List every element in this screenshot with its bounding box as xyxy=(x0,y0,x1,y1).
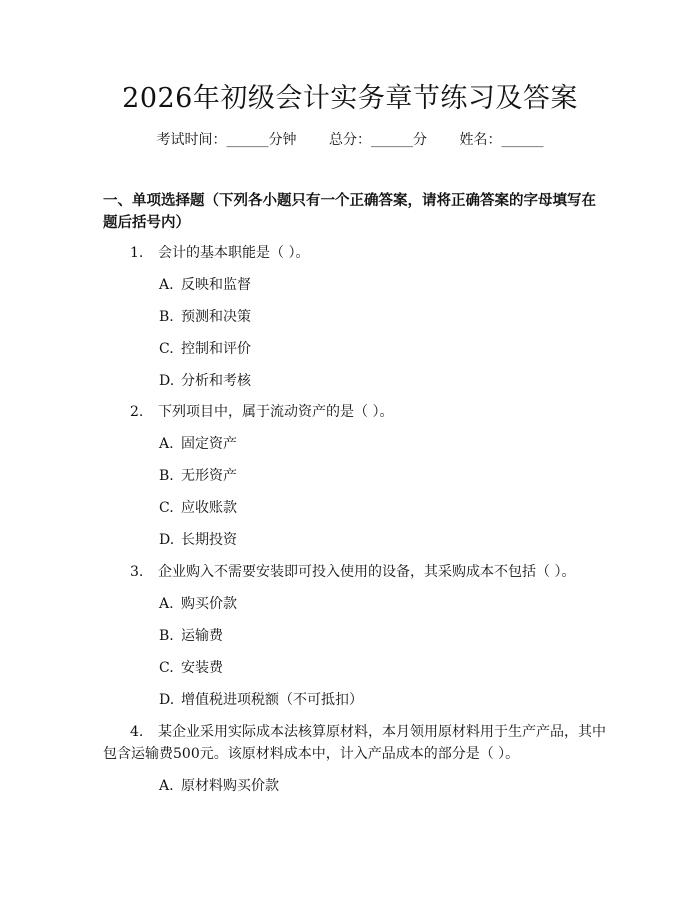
option-letter: C. xyxy=(159,341,174,357)
question-3-option-c xyxy=(159,658,223,678)
exam-time-field: 考试时间：______分钟 xyxy=(156,132,297,148)
option-text: 长期投资 xyxy=(181,532,237,548)
option-letter: A. xyxy=(159,277,174,293)
question-text: 下列项目中，属于流动资产的是（ ）。 xyxy=(158,404,394,420)
option-letter: D. xyxy=(159,692,175,708)
option-letter: A. xyxy=(159,596,174,612)
question-1-option-c xyxy=(159,339,251,359)
option-letter: D. xyxy=(159,532,175,548)
exam-meta xyxy=(0,130,700,150)
option-letter: B. xyxy=(159,628,174,644)
question-4-option-a xyxy=(159,776,279,796)
section-heading: 一、单项选择题（下列各小题只有一个正确答案，请将正确答案的字母填写在题后括号内） xyxy=(103,193,596,231)
question-4-continuation: 包含运输费500元。该原材料成本中，计入产品成本的部分是（ ）。 xyxy=(103,746,520,762)
question-3-option-b xyxy=(159,626,223,646)
question-number: 1. xyxy=(130,245,144,261)
option-text: 预测和决策 xyxy=(181,309,251,325)
question-2-option-d xyxy=(159,530,237,550)
option-text: 应收账款 xyxy=(181,500,237,516)
option-letter: D. xyxy=(159,373,175,389)
question-1-option-b xyxy=(159,307,251,327)
option-letter: B. xyxy=(159,309,174,325)
question-text: 某企业采用实际成本法核算原材料，本月领用原材料用于生产产品，其中 xyxy=(158,724,606,740)
option-text: 购买价款 xyxy=(181,596,237,612)
question-3 xyxy=(130,562,575,582)
question-3-option-a xyxy=(159,594,237,614)
option-text: 分析和考核 xyxy=(181,373,251,389)
option-text: 增值税进项税额（不可抵扣） xyxy=(181,692,363,708)
question-number: 4. xyxy=(130,724,144,740)
question-1 xyxy=(130,243,309,263)
option-text: 安装费 xyxy=(181,660,223,676)
option-letter: B. xyxy=(159,468,174,484)
option-text: 反映和监督 xyxy=(181,277,251,293)
question-4 xyxy=(130,722,606,742)
question-3-option-d xyxy=(159,690,363,710)
option-text: 控制和评价 xyxy=(181,341,251,357)
question-number: 3. xyxy=(130,564,144,580)
question-2-option-a xyxy=(159,434,237,454)
question-text: 会计的基本职能是（ ）。 xyxy=(158,245,310,261)
option-letter: C. xyxy=(159,500,174,516)
option-text: 原材料购买价款 xyxy=(181,778,279,794)
total-score-field: 总分：______分 xyxy=(329,132,427,148)
question-number: 2. xyxy=(130,404,144,420)
option-text: 固定资产 xyxy=(181,436,237,452)
page-title: 2026年初级会计实务章节练习及答案 xyxy=(122,83,578,114)
name-field: 姓名：______ xyxy=(459,132,544,148)
question-2-option-b xyxy=(159,466,237,486)
option-letter: A. xyxy=(159,778,174,794)
option-text: 无形资产 xyxy=(181,468,237,484)
option-text: 运输费 xyxy=(181,628,223,644)
question-1-option-a xyxy=(159,275,251,295)
option-letter: C. xyxy=(159,660,174,676)
question-text: 企业购入不需要安装即可投入使用的设备，其采购成本不包括（ ）。 xyxy=(158,564,576,580)
question-2-option-c xyxy=(159,498,237,518)
option-letter: A. xyxy=(159,436,174,452)
question-1-option-d xyxy=(159,371,251,391)
question-2 xyxy=(130,402,393,422)
